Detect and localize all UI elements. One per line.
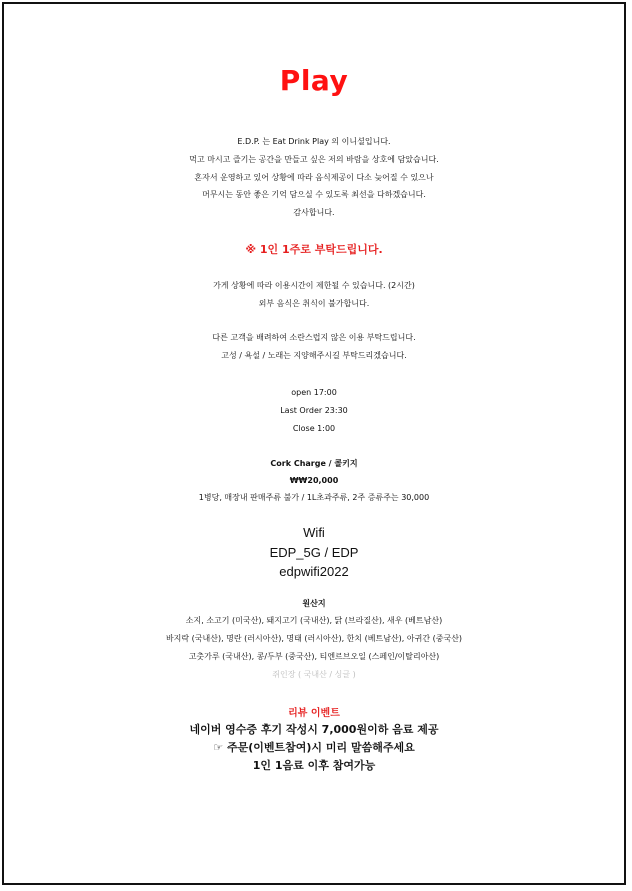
review-event-title: 리뷰 이벤트: [288, 708, 340, 719]
menu-page: [2, 2, 626, 885]
origin-line-2: 바지락 (국내산), 명란 (러시아산), 명태 (러시아산), 한치 (베트남산), 아귀간 (중국산): [165, 634, 463, 643]
intro-line-5: 감사합니다.: [293, 208, 335, 217]
origin-title: 원산지: [302, 599, 326, 608]
rule-line-4: 고성 / 욕설 / 노래는 지양해주시길 부탁드리겠습니다.: [221, 351, 407, 360]
review-line-3: 1인 1음료 이후 참여가능: [252, 759, 376, 772]
page-title: Play: [279, 64, 349, 97]
origin-line-3: 고춧가루 (국내산), 콩/두부 (중국산), 티엔르브오일 (스페인/이탈리아산): [188, 652, 440, 661]
wifi-password: edpwifi2022: [279, 564, 349, 579]
review-line-2: ☞ 주문(이벤트참여)시 미리 말씀해주세요: [213, 741, 415, 754]
hours-last-order: Last Order 23:30: [280, 406, 348, 415]
cork-charge-price: ₩₩20,000: [289, 476, 339, 485]
intro-line-1: E.D.P. 는 Eat Drink Play 의 이니셜입니다.: [237, 137, 391, 146]
cork-charge-title: Cork Charge / 콜키지: [270, 459, 358, 468]
cork-charge-desc: 1병당, 매장내 판매주류 불가 / 1L초과주류, 2주 증류주는 30,000: [198, 493, 430, 502]
intro-line-2: 먹고 마시고 즐기는 공간을 만들고 싶은 저의 바람을 상호에 담았습니다.: [189, 155, 439, 164]
wifi-label: Wifi: [303, 525, 325, 540]
one-drink-notice: ※ 1인 1주로 부탁드립니다.: [245, 243, 383, 256]
origin-line-1: 소지, 소고기 (미국산), 돼지고기 (국내산), 닭 (브라질산), 새우 (베트남산): [185, 616, 443, 625]
review-line-1: 네이버 영수증 후기 작성시 7,000원이하 음료 제공: [189, 723, 439, 736]
hours-close: Close 1:00: [292, 424, 336, 433]
rule-line-3: 다른 고객을 배려하여 소란스럽지 않은 이용 부탁드립니다.: [212, 333, 416, 342]
intro-line-3: 혼자서 운영하고 있어 상황에 따라 음식제공이 다소 늦어질 수 있으나: [194, 173, 434, 182]
rule-line-1: 가게 상황에 따라 이용시간이 제한될 수 있습니다. (2시간): [213, 281, 415, 290]
wifi-ssid: EDP_5G / EDP: [269, 545, 359, 560]
origin-muted-line: 쥐인장 ( 국내산 / 싱글 ): [272, 670, 356, 679]
rule-line-2: 외부 음식은 취식이 불가합니다.: [258, 299, 370, 308]
hours-open: open 17:00: [291, 388, 337, 397]
intro-line-4: 머무시는 동안 좋은 기억 담으실 수 있도록 최선을 다하겠습니다.: [202, 190, 426, 199]
